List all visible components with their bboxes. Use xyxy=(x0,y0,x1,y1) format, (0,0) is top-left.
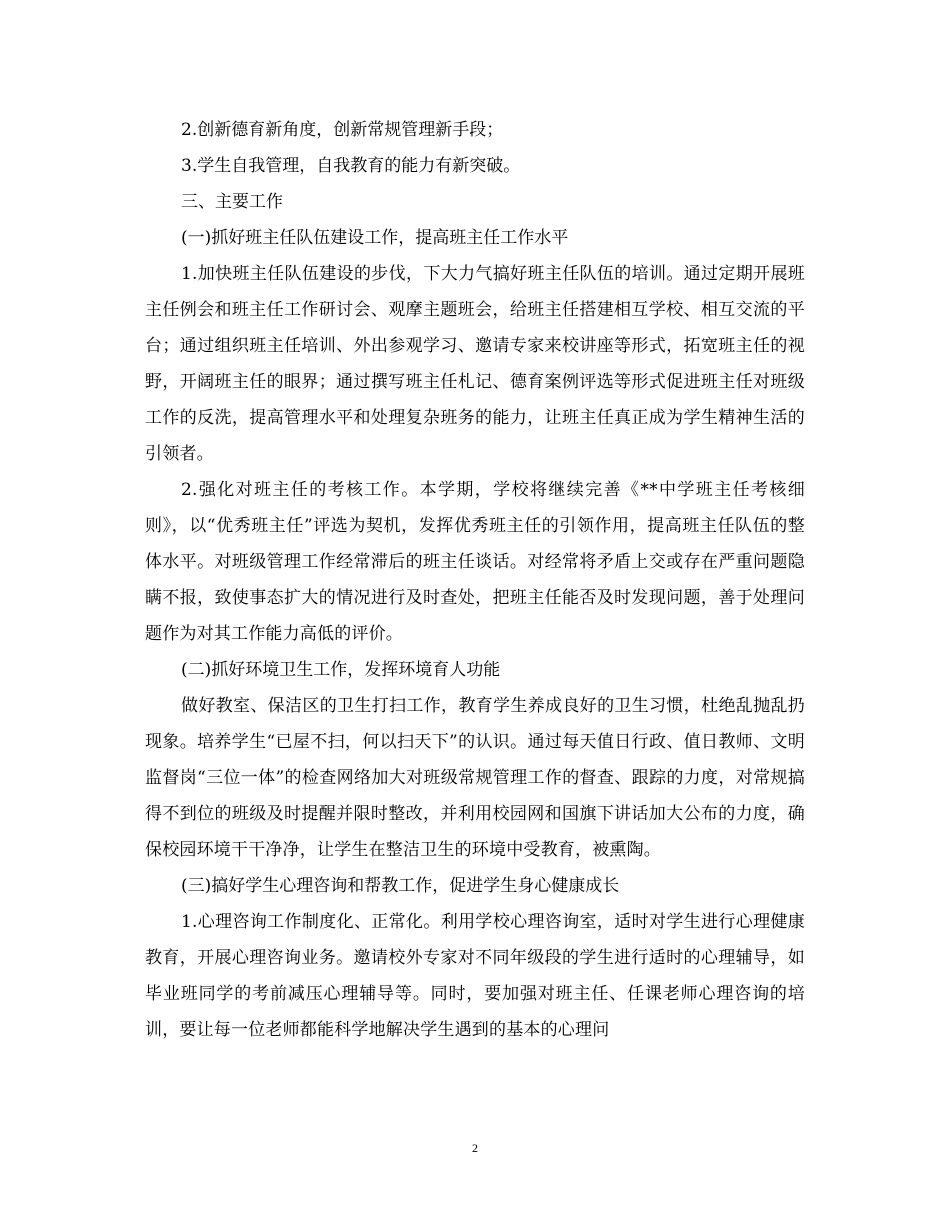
paragraph-goal-2: 2.创新德育新角度，创新常规管理新手段； xyxy=(181,120,504,140)
paragraph-team-building-1: 1.加快班主任队伍建设的步伐，下大力气搞好班主任队伍的培训。通过定期开展班主任例会和班主任工作研讨会、观摩主题班会，给班主任搭建相互学校、相互交流的平台；通过组织班主任培训、外出参观学习、邀请专家来校讲座等形式，拓宽班主任的视野，开阔班主任的眼界；通过撰写班主任札记、德育案例评选等形式促进班主任对班级工作的反洗，提高管理水平和处理复杂班务的能力，让班主任真正成为学生精神生活的引领者。 xyxy=(145,264,805,464)
section-title-main-work: 三、主要工作 xyxy=(181,192,283,212)
document-body xyxy=(145,112,805,1048)
subsection-title-2: (二)抓好环境卫生工作，发挥环境育人功能 xyxy=(181,660,501,680)
paragraph-team-building-2: 2.强化对班主任的考核工作。本学期，学校将继续完善《**中学班主任考核细则》，以“优秀班主任”评选为契机，发挥优秀班主任的引领作用，提高班主任队伍的整体水平。对班级管理工作经常滞后的班主任谈话。对经常将矛盾上交或存在严重问题隐瞒不报，致使事态扩大的情况进行及时查处，把班主任能否及时发现问题，善于处理问题作为对其工作能力高低的评价。 xyxy=(145,480,805,644)
subsection-title-3: (三)搞好学生心理咨询和帮教工作，促进学生身心健康成长 xyxy=(181,876,620,896)
paragraph-goal-3: 3.学生自我管理，自我教育的能力有新突破。 xyxy=(181,156,521,176)
subsection-title-1: (一)抓好班主任队伍建设工作，提高班主任工作水平 xyxy=(181,228,569,248)
paragraph-psychological-counseling: 1.心理咨询工作制度化、正常化。利用学校心理咨询室，适时对学生进行心理健康教育，开展心理咨询业务。邀请校外专家对不同年级段的学生进行适时的心理辅导，如毕业班同学的考前减压心理辅导等。同时，要加强对班主任、任课老师心理咨询的培训，要让每一位老师都能科学地解决学生遇到的基本的心理问 xyxy=(145,912,805,1040)
page-number: 2 xyxy=(472,1141,478,1155)
paragraph-environment-hygiene: 做好教室、保洁区的卫生打扫工作，教育学生养成良好的卫生习惯，杜绝乱抛乱扔现象。培养学生“已屋不扫，何以扫天下”的认识。通过每天值日行政、值日教师、文明监督岗“三位一体”的检查网络加大对班级常规管理工作的督查、跟踪的力度，对常规搞得不到位的班级及时提醒并限时整改，并利用校园网和国旗下讲话加大公布的力度，确保校园环境干干净净，让学生在整洁卫生的环境中受教育，被熏陶。 xyxy=(145,696,805,860)
